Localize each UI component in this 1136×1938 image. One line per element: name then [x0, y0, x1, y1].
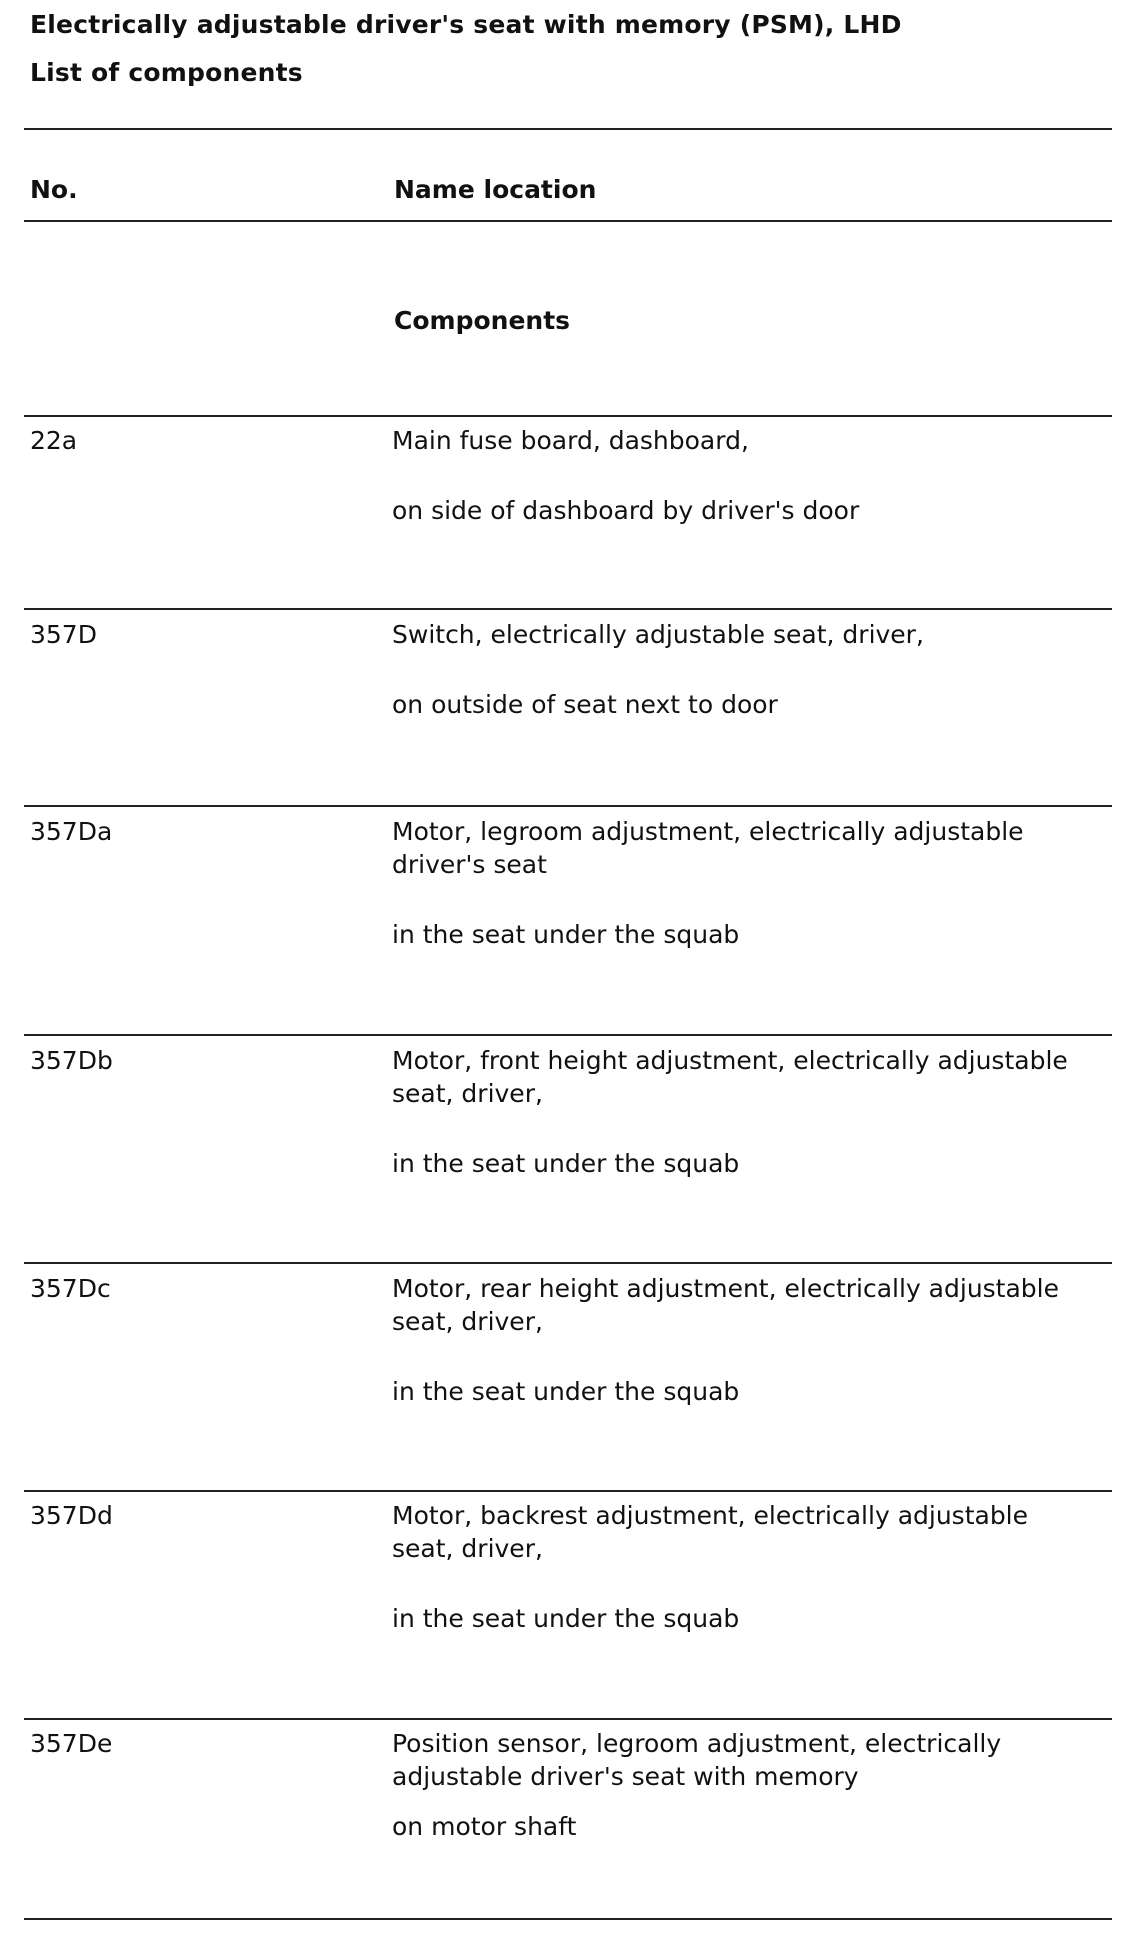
component-description	[392, 815, 1092, 951]
component-name: Motor, rear height adjustment, electrically adjustable seat, driver,	[392, 1274, 1060, 1336]
component-location: on side of dashboard by driver's door	[392, 496, 860, 525]
component-number: 357Da	[30, 817, 113, 846]
component-location: in the seat under the squab	[392, 1149, 740, 1178]
row-divider	[24, 1034, 1112, 1036]
component-name: Motor, legroom adjustment, electrically adjustable driver's seat	[392, 817, 1024, 879]
column-header-no: No.	[30, 175, 78, 204]
component-location: in the seat under the squab	[392, 1604, 740, 1633]
component-description	[392, 1044, 1092, 1180]
component-name: Switch, electrically adjustable seat, driver,	[392, 620, 924, 649]
component-description	[392, 1499, 1092, 1635]
component-location: on outside of seat next to door	[392, 690, 778, 719]
component-name: Motor, backrest adjustment, electrically adjustable seat, driver,	[392, 1501, 1029, 1563]
component-name: Main fuse board, dashboard,	[392, 426, 749, 455]
component-number: 357De	[30, 1729, 113, 1758]
header-rule	[24, 220, 1112, 222]
row-divider	[24, 608, 1112, 610]
component-description	[392, 1727, 1092, 1843]
section-heading-components: Components	[394, 306, 571, 335]
top-rule	[24, 128, 1112, 130]
bottom-rule	[24, 1918, 1112, 1920]
row-divider	[24, 1262, 1112, 1264]
component-description	[392, 1272, 1092, 1408]
component-number: 357D	[30, 620, 97, 649]
document-subtitle: List of components	[30, 58, 303, 87]
document-title: Electrically adjustable driver's seat with memory (PSM), LHD	[30, 10, 902, 39]
component-number: 22a	[30, 426, 78, 455]
row-divider	[24, 805, 1112, 807]
row-divider	[24, 1718, 1112, 1720]
component-location: on motor shaft	[392, 1812, 577, 1841]
component-name: Position sensor, legroom adjustment, electrically adjustable driver's seat with memory	[392, 1729, 1002, 1791]
component-description	[392, 618, 1092, 721]
component-number: 357Dc	[30, 1274, 111, 1303]
component-name: Motor, front height adjustment, electrically adjustable seat, driver,	[392, 1046, 1068, 1108]
component-number: 357Dd	[30, 1501, 113, 1530]
component-number: 357Db	[30, 1046, 113, 1075]
component-location: in the seat under the squab	[392, 920, 740, 949]
column-header-name-location: Name location	[394, 175, 597, 204]
row-divider	[24, 415, 1112, 417]
row-divider	[24, 1490, 1112, 1492]
component-description	[392, 424, 1092, 527]
component-location: in the seat under the squab	[392, 1377, 740, 1406]
document-page	[24, 0, 1112, 1938]
